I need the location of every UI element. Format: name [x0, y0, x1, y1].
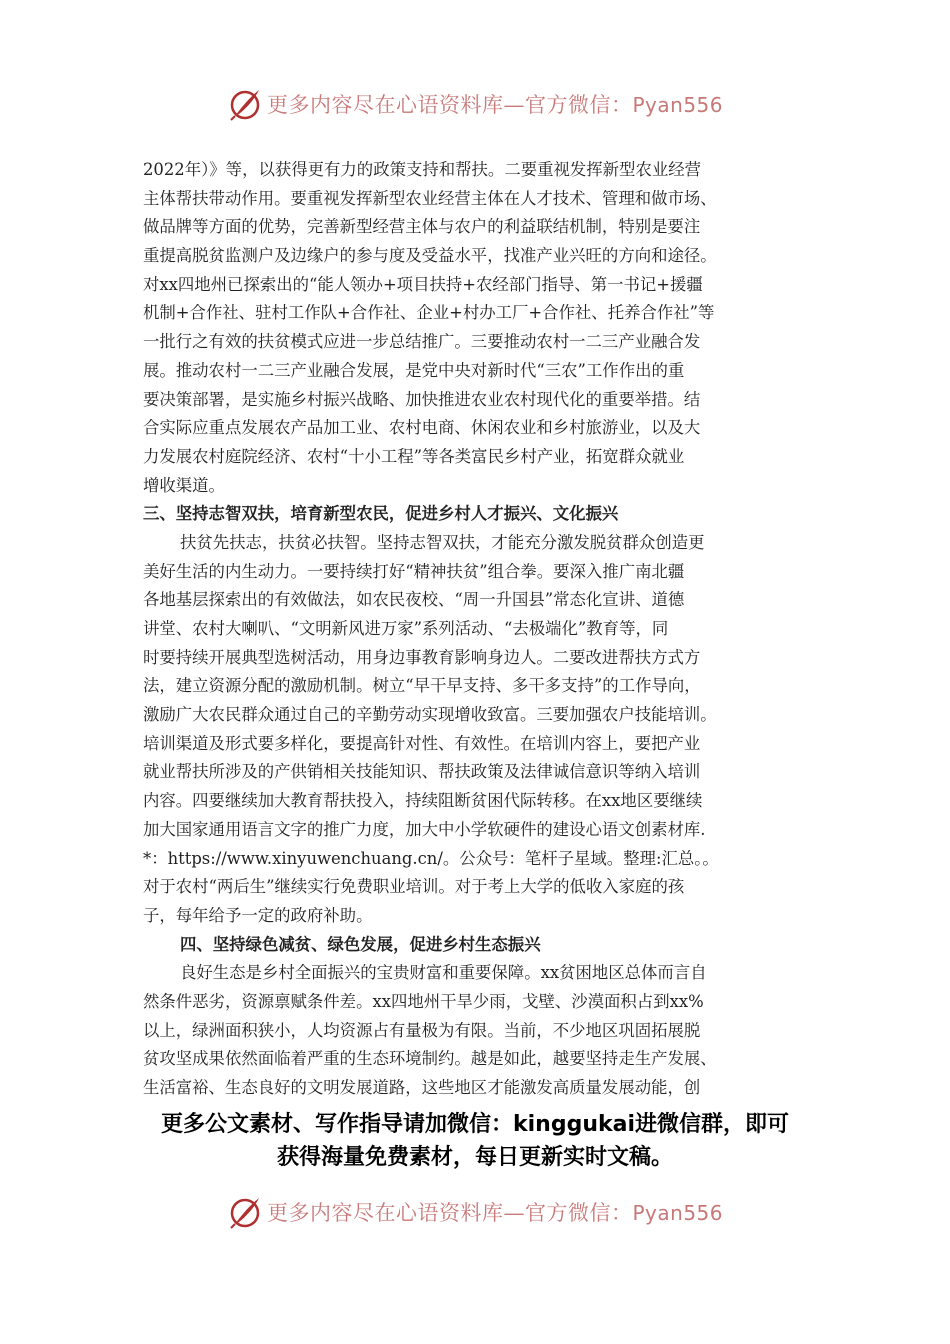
body-text-line: 对于农村“两后生”继续实行免费职业培训。对于考上大学的低收入家庭的孩	[143, 877, 685, 897]
banner-wechat-id: Pyan556	[632, 93, 723, 117]
section-heading: 三、坚持志智双扶，培育新型农民，促进乡村人才振兴、文化振兴	[143, 504, 619, 524]
body-text-line: 生活富裕、生态良好的文明发展道路，这些地区才能激发高质量发展动能，创	[143, 1078, 701, 1097]
body-text-line: 2022年）》等，以获得更有力的政策支持和帮扶。二要重视发挥新型农业经营	[143, 160, 702, 179]
body-text-line: 一批行之有效的扶贫模式应进一步总结推广。三要推动农村一二三产业融合发	[143, 332, 701, 352]
body-text-line: 以上，绿洲面积狭小，人均资源占有量极为有限。当前，不少地区巩固拓展脱	[143, 1020, 701, 1040]
banner-label: 官方微信：	[524, 1201, 633, 1225]
banner-dash: —	[503, 1201, 525, 1225]
banner-dash: —	[503, 93, 525, 117]
body-text-line: 培训渠道及形式要多样化，要提高针对性、有效性。在培训内容上，要把产业	[143, 733, 701, 753]
body-text-line: 贫攻坚成果依然面临着严重的生态环境制约。越是如此，越要坚持走生产发展、	[143, 1049, 717, 1069]
promo-line-1: 更多公文素材、写作指导请加微信：kinggukai进微信群，即可	[160, 1112, 789, 1137]
footer-banner	[0, 1192, 950, 1232]
section-heading: 四、坚持绿色减贫、绿色发展，促进乡村生态振兴	[180, 934, 541, 954]
body-text-line: 力发展农村庭院经济、农村“十小工程”等各类富民乡村产业，拓宽群众就业	[143, 446, 685, 466]
body-text-line: *：https://www.xinyuwenchuang.cn/。公众号：笔杆子星域。整理:汇总。。	[143, 848, 719, 868]
document-body	[143, 156, 823, 1103]
promo-block	[0, 1108, 950, 1174]
banner-title: 更多内容尽在心语资料库	[266, 93, 504, 117]
body-text-line: 机制+合作社、驻村工作队+合作社、企业+村办工厂+合作社、托养合作社”等	[143, 303, 715, 323]
banner-label: 官方微信：	[524, 93, 633, 117]
body-text-line: 扶贫先扶志，扶贫必扶智。坚持志智双扶，才能充分激发脱贫群众创造更	[180, 532, 705, 552]
quill-pen-logo-icon	[227, 86, 263, 122]
header-banner	[0, 84, 950, 124]
body-text-line: 时要持续开展典型选树活动，用身边事教育影响身边人。二要改进帮扶方式方	[143, 647, 701, 667]
body-text-line: 就业帮扶所涉及的产供销相关技能知识、帮扶政策及法律诚信意识等纳入培训	[143, 762, 701, 782]
body-text-line: 内容。四要继续加大教育帮扶投入，持续阻断贫困代际转移。在xx地区要继续	[143, 791, 703, 811]
body-text-line: 要决策部署，是实施乡村振兴战略、加快推进农业农村现代化的重要举措。结	[143, 389, 701, 409]
body-text-line: 对xx四地州已探索出的“能人领办+项目扶持+农经部门指导、第一书记+援疆	[143, 274, 703, 294]
quill-pen-logo-icon	[227, 1194, 263, 1230]
body-text-line: 激励广大农民群众通过自己的辛勤劳动实现增收致富。三要加强农户技能培训。	[143, 705, 717, 725]
body-text-line: 重提高脱贫监测户及边缘户的参与度及受益水平，找准产业兴旺的方向和途径。	[143, 246, 717, 266]
body-text-line: 展。推动农村一二三产业融合发展，是党中央对新时代“三农”工作作出的重	[143, 360, 685, 380]
body-text-line: 法，建立资源分配的激励机制。树立“早干早支持、多干多支持”的工作导向，	[143, 676, 701, 696]
body-text-line: 各地基层探索出的有效做法，如农民夜校、“周一升国县”常态化宣讲、道德	[143, 590, 685, 610]
promo-line-2: 获得海量免费素材，每日更新实时文稿。	[276, 1145, 673, 1170]
banner-wechat-id: Pyan556	[632, 1201, 723, 1225]
banner-title: 更多内容尽在心语资料库	[266, 1201, 504, 1225]
body-text-line: 主体帮扶带动作用。要重视发挥新型农业经营主体在人才技术、管理和做市场、	[143, 188, 717, 208]
body-text-line: 美好生活的内生动力。一要持续打好“精神扶贫”组合拳。要深入推广南北疆	[143, 561, 685, 581]
body-text-line: 合实际应重点发展农产品加工业、农村电商、休闲农业和乡村旅游业，以及大	[143, 418, 701, 438]
body-text-line: 增收渠道。	[143, 475, 225, 495]
body-text-line: 加大国家通用语言文字的推广力度，加大中小学软硬件的建设心语文创素材库.	[143, 819, 706, 839]
body-text-line: 然条件恶劣，资源禀赋条件差。xx四地州干旱少雨，戈壁、沙漠面积占到xx%	[143, 991, 704, 1011]
body-text-line: 子，每年给予一定的政府补助。	[143, 905, 373, 925]
body-text-line: 做品牌等方面的优势，完善新型经营主体与农户的利益联结机制，特别是要注	[143, 217, 701, 237]
body-text-line: 讲堂、农村大喇叭、“文明新风进万家”系列活动、“去极端化”教育等，同	[143, 619, 669, 638]
body-text-line: 良好生态是乡村全面振兴的宝贵财富和重要保障。xx贫困地区总体而言自	[180, 963, 707, 983]
